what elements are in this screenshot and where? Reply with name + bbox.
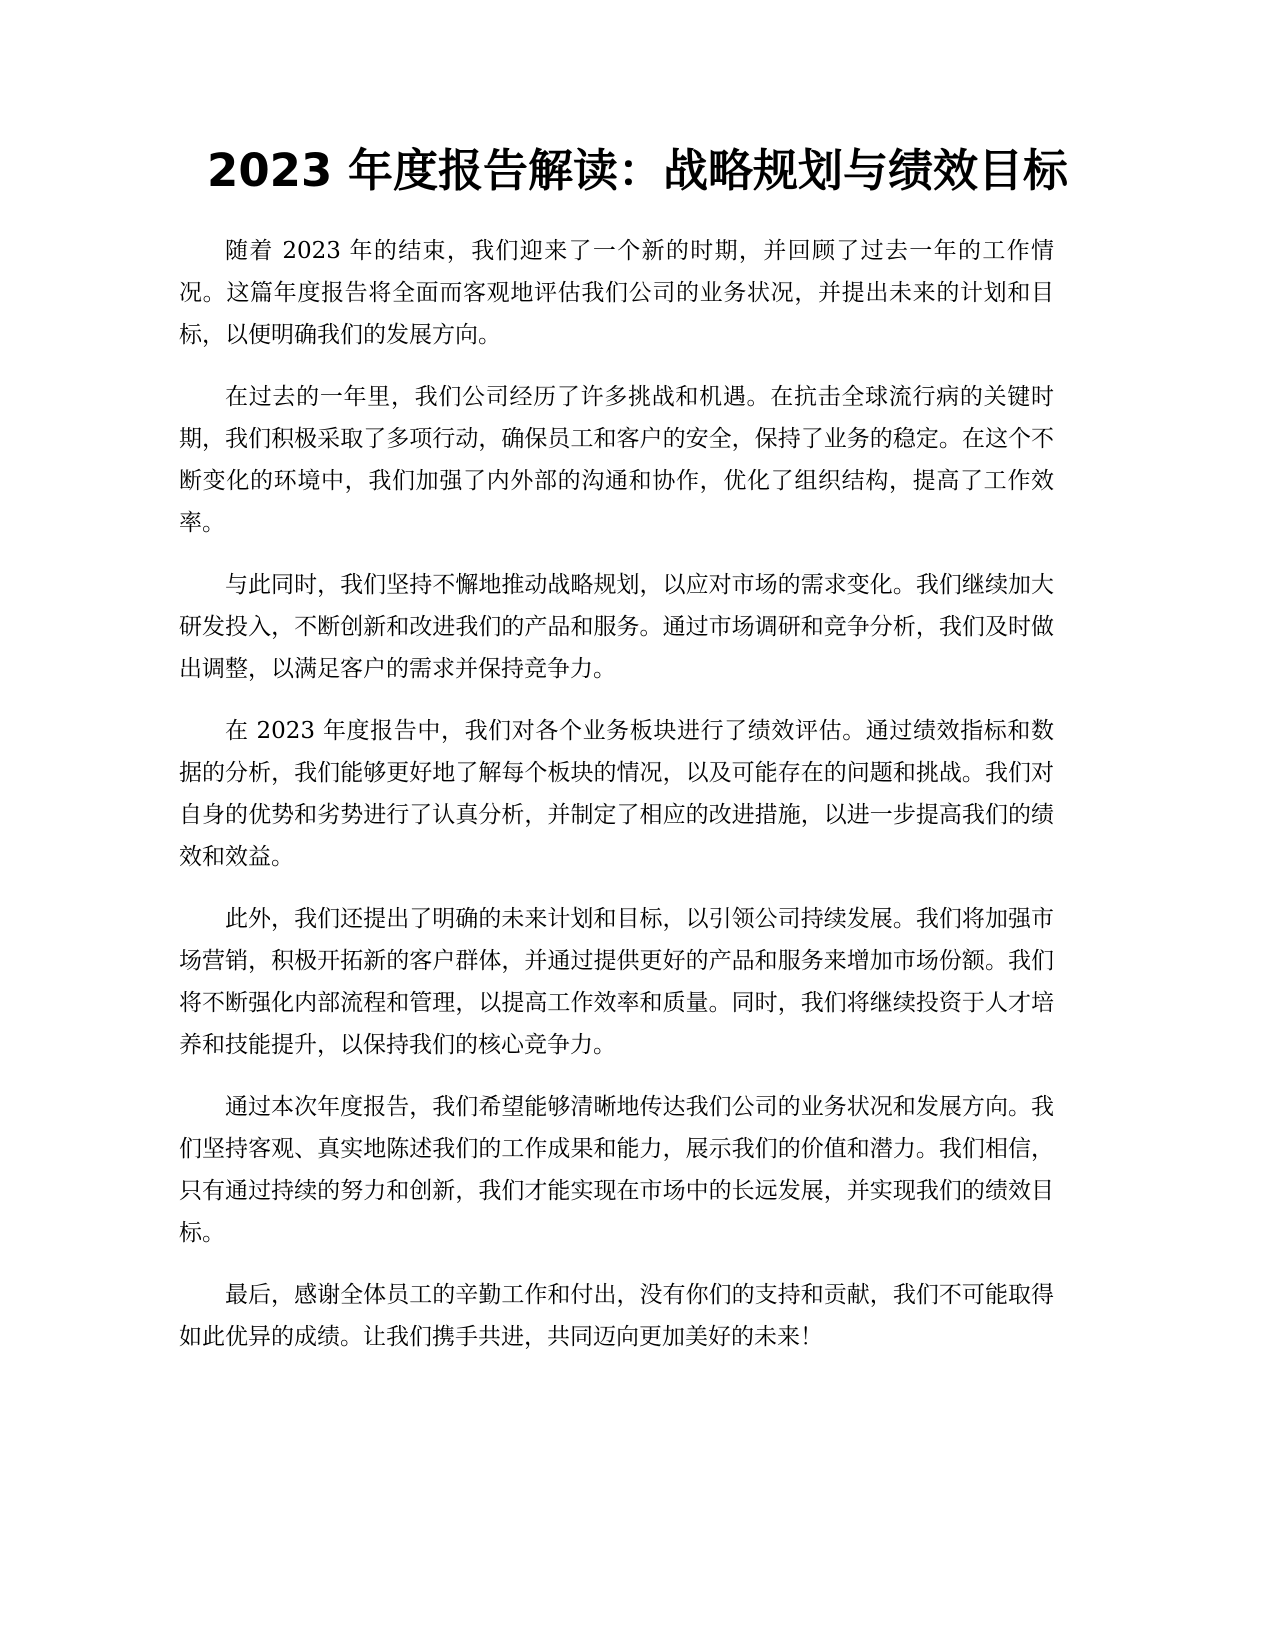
paragraph-3: 与此同时，我们坚持不懈地推动战略规划，以应对市场的需求变化。我们继续加大研发投入，不断创新和改进我们的产品和服务。通过市场调研和竞争分析，我们及时做出调整，以满足客户的需求并保持竞争力。 [179,572,1054,682]
paragraph-2: 在过去的一年里，我们公司经历了许多挑战和机遇。在抗击全球流行病的关键时期，我们积极采取了多项行动，确保员工和客户的安全，保持了业务的稳定。在这个不断变化的环境中，我们加强了内外部的沟通和协作，优化了组织结构，提高了工作效率。 [179,384,1054,536]
paragraph-5: 此外，我们还提出了明确的未来计划和目标，以引领公司持续发展。我们将加强市场营销，积极开拓新的客户群体，并通过提供更好的产品和服务来增加市场份额。我们将不断强化内部流程和管理，以提高工作效率和质量。同时，我们将继续投资于人才培养和技能提升，以保持我们的核心竞争力。 [179,906,1054,1058]
document-title: 2023 年度报告解读：战略规划与绩效目标 [207,144,1068,197]
paragraph-4: 在 2023 年度报告中，我们对各个业务板块进行了绩效评估。通过绩效指标和数据的分析，我们能够更好地了解每个板块的情况，以及可能存在的问题和挑战。我们对自身的优势和劣势进行了认真分析，并制定了相应的改进措施，以进一步提高我们的绩效和效益。 [179,718,1054,870]
paragraph-1: 随着 2023 年的结束，我们迎来了一个新的时期，并回顾了过去一年的工作情况。这篇年度报告将全面而客观地评估我们公司的业务状况，并提出未来的计划和目标，以便明确我们的发展方向。 [179,238,1054,348]
paragraph-6: 通过本次年度报告，我们希望能够清晰地传达我们公司的业务状况和发展方向。我们坚持客观、真实地陈述我们的工作成果和能力，展示我们的价值和潜力。我们相信，只有通过持续的努力和创新，我们才能实现在市场中的长远发展，并实现我们的绩效目标。 [179,1094,1054,1246]
document-body [179,230,1054,1378]
paragraph-7: 最后，感谢全体员工的辛勤工作和付出，没有你们的支持和贡献，我们不可能取得如此优异的成绩。让我们携手共进，共同迈向更加美好的未来！ [179,1282,1054,1350]
